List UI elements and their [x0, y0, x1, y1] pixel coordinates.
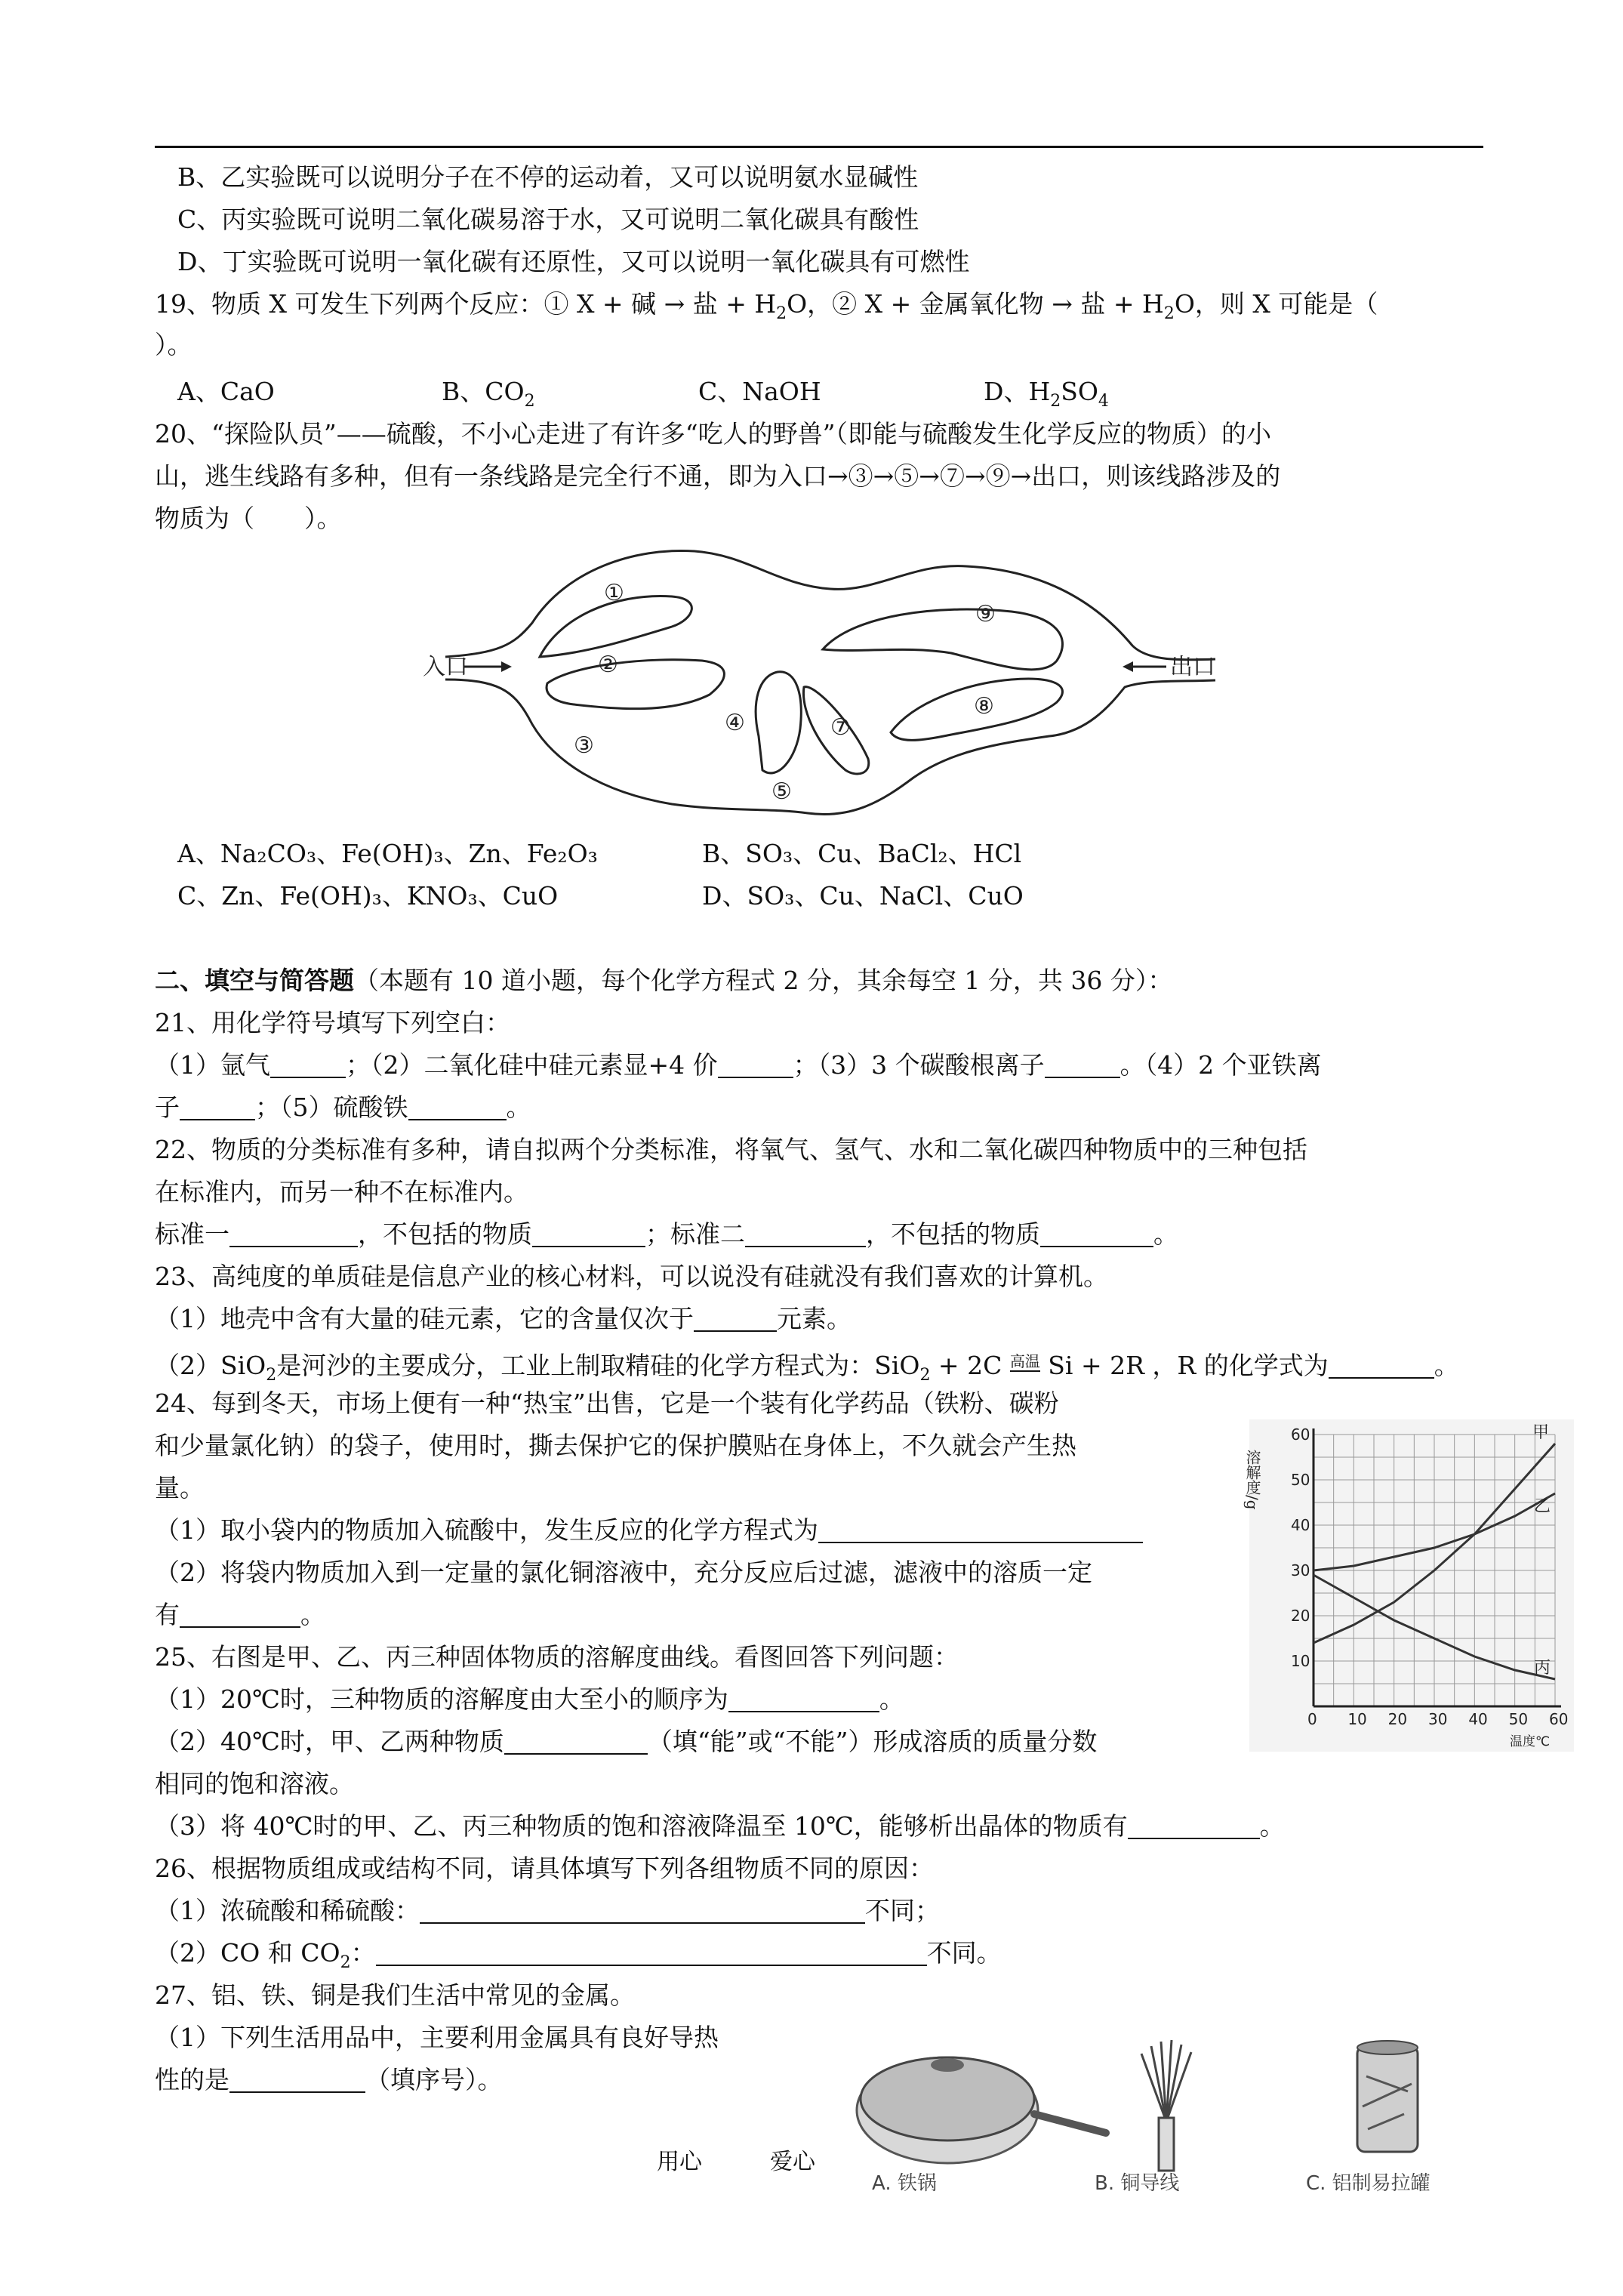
chart-x-tick-label: 50 [1508, 1710, 1529, 1728]
q20-line3: 物质为（ ）。 [155, 504, 342, 533]
chart-series-label: 甲 [1532, 1423, 1550, 1442]
maze-entrance-label: 入口 [423, 654, 468, 680]
solubility-chart [1243, 1419, 1574, 1752]
q27-head: 27、铝、铁、铜是我们生活中常见的金属。 [155, 1980, 635, 2010]
chart-x-tick-label: 40 [1468, 1710, 1488, 1728]
q24-part1: （1）取小袋内的物质加入硫酸中，发生反应的化学方程式为 [155, 1513, 1143, 1548]
q20-option-b: B、SO₃、Cu、BaCl₂、HCl [702, 839, 1022, 868]
q22-blank-3[interactable] [745, 1220, 866, 1247]
q24-part2: （2）将袋内物质加入到一定量的氯化铜溶液中，充分反应后过滤，滤液中的溶质一定 [155, 1558, 1092, 1587]
maze-label-1: ① [604, 580, 624, 606]
chart-y-tick-label: 40 [1291, 1516, 1310, 1534]
q23-part1: （1）地壳中含有大量的硅元素，它的含量仅次于 元素。 [155, 1304, 852, 1333]
maze-label-3: ③ [574, 732, 594, 759]
maze-label-9: ⑨ [975, 601, 996, 627]
chart-y-tick-label: 10 [1291, 1652, 1310, 1670]
q27-part1: （1）下列生活用品中，主要利用金属具有良好导热 [155, 2023, 719, 2052]
maze-label-2: ② [598, 652, 618, 678]
chart-xlabel: 温度℃ [1510, 1734, 1551, 1749]
caption-c: C. 铝制易拉罐 [1306, 2172, 1431, 2195]
q21-blank-5[interactable] [408, 1093, 507, 1120]
maze-outer-bottom [445, 680, 1215, 815]
chart-x-tick-label: 60 [1549, 1710, 1569, 1728]
q21-head: 21、用化学符号填写下列空白： [155, 1008, 510, 1037]
q25-blank-2[interactable] [504, 1727, 648, 1755]
q26-head: 26、根据物质组成或结构不同，请具体填写下列各组物质不同的原因： [155, 1854, 934, 1883]
chart-x-tick-label: 30 [1428, 1710, 1448, 1728]
q23-blank-2[interactable] [1329, 1351, 1434, 1379]
q19-option-d: D、$H_2SO_4$ [984, 377, 1109, 411]
maze-label-7: ⑦ [830, 714, 851, 741]
aluminum-can-image [1283, 2031, 1510, 2205]
footer-right: 爱心 [770, 2149, 815, 2175]
chart-x-tick-label: 0 [1307, 1710, 1317, 1728]
q18-option-d: D、丁实验既可说明一氧化碳有还原性，又可以说明一氧化碳具有可燃性 [177, 247, 970, 276]
q24-line3: 量。 [155, 1473, 205, 1502]
q20-line1: 20、“探险队员”——硫酸，不小心走进了有许多“吃人的野兽”（即能与硫酸发生化学反应的物质）的小 [155, 419, 1271, 448]
caption-a: A. 铁锅 [872, 2172, 937, 2195]
q22-line3: 标准一 ，不包括的物质 ；标准二 ，不包括的物质 。 [155, 1219, 1178, 1249]
q26-part2: （2）CO 和 $CO_2$： 不同。 [155, 1938, 1002, 1972]
chart-y-tick-label: 50 [1291, 1471, 1310, 1489]
q25-blank-1[interactable] [728, 1685, 879, 1712]
header-rule [155, 146, 1483, 148]
maze-label-4: ④ [725, 710, 745, 736]
q24-blank-2[interactable] [180, 1601, 300, 1628]
q25-part2-cont: 相同的饱和溶液。 [155, 1769, 354, 1798]
q25-part2: （2）40℃时，甲、乙两种物质 （填“能”或“不能”）形成溶质的质量分数 [155, 1727, 1098, 1756]
maze-label-5: ⑤ [771, 778, 792, 805]
q22-blank-2[interactable] [532, 1220, 645, 1247]
q23-blank-1[interactable] [694, 1305, 777, 1332]
chart-x-tick-label: 10 [1347, 1710, 1367, 1728]
q22-blank-4[interactable] [1040, 1220, 1153, 1247]
q21-blank-1[interactable] [270, 1051, 346, 1078]
q24-part3: 有 。 [155, 1600, 325, 1629]
q23-line1: 23、高纯度的单质硅是信息产业的核心材料，可以说没有硅就没有我们喜欢的计算机。 [155, 1262, 1108, 1291]
q25-part1: （1）20℃时，三种物质的溶解度由大至小的顺序为 。 [155, 1684, 904, 1714]
chart-x-tick-label: 20 [1387, 1710, 1408, 1728]
q19-option-b: B、$CO_2$ [442, 377, 535, 411]
maze-island-2 [547, 660, 724, 709]
footer-left: 用心 [657, 2149, 702, 2175]
maze-figure [423, 532, 1223, 827]
q19-stem-end: ）。 [155, 330, 192, 359]
q24-blank-1[interactable] [818, 1516, 1143, 1543]
q23-part2: （2）SiO$_2$是河沙的主要成分，工业上制取精硅的化学方程式为：SiO$_2$ + 2C $^{高温}$ Si + 2R ，R 的化学式为 。 [155, 1351, 1459, 1385]
copper-wire-image [1079, 2031, 1253, 2205]
maze-exit-label: 出口 [1170, 654, 1215, 680]
q26-part1: （1）浓硫酸和稀硫酸： 不同； [155, 1896, 940, 1925]
q20-option-c: C、Zn、Fe(OH)₃、KNO₃、CuO [177, 881, 559, 911]
chart-y-tick-label: 60 [1291, 1425, 1310, 1444]
q26-blank-2[interactable] [376, 1939, 927, 1966]
chart-ylabel: 溶解度/g [1243, 1450, 1261, 1510]
q21-blank-2[interactable] [718, 1051, 793, 1078]
q20-option-a: A、Na₂CO₃、Fe(OH)₃、Zn、Fe₂O₃ [177, 839, 598, 868]
q21-line2: 子 ；（5）硫酸铁 。 [155, 1093, 531, 1122]
q26-blank-1[interactable] [420, 1897, 865, 1924]
q27-part1-cont: 性的是 （填序号）。 [155, 2065, 503, 2094]
iron-wok-image [842, 2031, 1113, 2205]
q24-line2: 和少量氯化钠）的袋子，使用时，撕去保护它的保护膜贴在身体上，不久就会产生热 [155, 1431, 1076, 1460]
q22-blank-1[interactable] [229, 1220, 358, 1247]
maze-island-9 [823, 609, 1063, 670]
q20-option-d: D、SO₃、Cu、NaCl、CuO [702, 881, 1024, 911]
chart-y-tick-label: 20 [1291, 1607, 1310, 1625]
q24-line1: 24、每到冬天，市场上便有一种“热宝”出售，它是一个装有化学药品（铁粉、碳粉 [155, 1388, 1059, 1418]
maze-label-8: ⑧ [974, 693, 994, 720]
q25-part3: （3）将 40℃时的甲、乙、丙三种物质的饱和溶液降温至 10℃，能够析出晶体的物质有 。 [155, 1811, 1285, 1841]
q19-option-c: C、NaOH [698, 377, 821, 406]
q27-blank-1[interactable] [229, 2066, 365, 2093]
caption-b: B. 铜导线 [1095, 2172, 1180, 2195]
q20-line2: 山，逃生线路有多种，但有一条线路是完全行不通，即为入口→③→⑤→⑦→⑨→出口，则该线路涉及的 [155, 461, 1281, 491]
q21-blank-3[interactable] [1045, 1051, 1120, 1078]
chart-y-tick-label: 30 [1291, 1561, 1310, 1579]
q22-line1: 22、物质的分类标准有多种，请自拟两个分类标准，将氧气、氢气、水和二氧化碳四种物质中的三种包括 [155, 1135, 1307, 1164]
maze-island-4 [756, 672, 801, 773]
q25-blank-3[interactable] [1128, 1812, 1260, 1839]
q25-line1: 25、右图是甲、乙、丙三种固体物质的溶解度曲线。看图回答下列问题： [155, 1642, 959, 1672]
q19-option-a: A、CaO [177, 377, 275, 406]
q18-option-c: C、丙实验既可说明二氧化碳易溶于水，又可说明二氧化碳具有酸性 [177, 205, 919, 234]
q19-stem: 19、物质 X 可发生下列两个反应：① X + 碱 → 盐 + $H_2O$，② X + 金属氧化物 → 盐 + $H_2O$，则 X 可能是（ [155, 289, 1378, 323]
q21-blank-4[interactable] [180, 1093, 255, 1120]
chart-series-label: 乙 [1534, 1497, 1551, 1516]
chart-series-label: 丙 [1534, 1659, 1551, 1678]
q21-line1: （1）氩气 ；（2）二氧化硅中硅元素显+4 价 ；（3）3 个碳酸根离子 。（4）2 个亚铁离 [155, 1050, 1322, 1080]
section2-heading: 二、填空与简答题（本题有 10 道小题，每个化学方程式 2 分，其余每空 1 分，共 36 分）： [155, 966, 1173, 995]
q18-option-b: B、乙实验既可以说明分子在不停的运动着，又可以说明氨水显碱性 [177, 162, 919, 192]
q22-line2: 在标准内，而另一种不在标准内。 [155, 1177, 528, 1207]
